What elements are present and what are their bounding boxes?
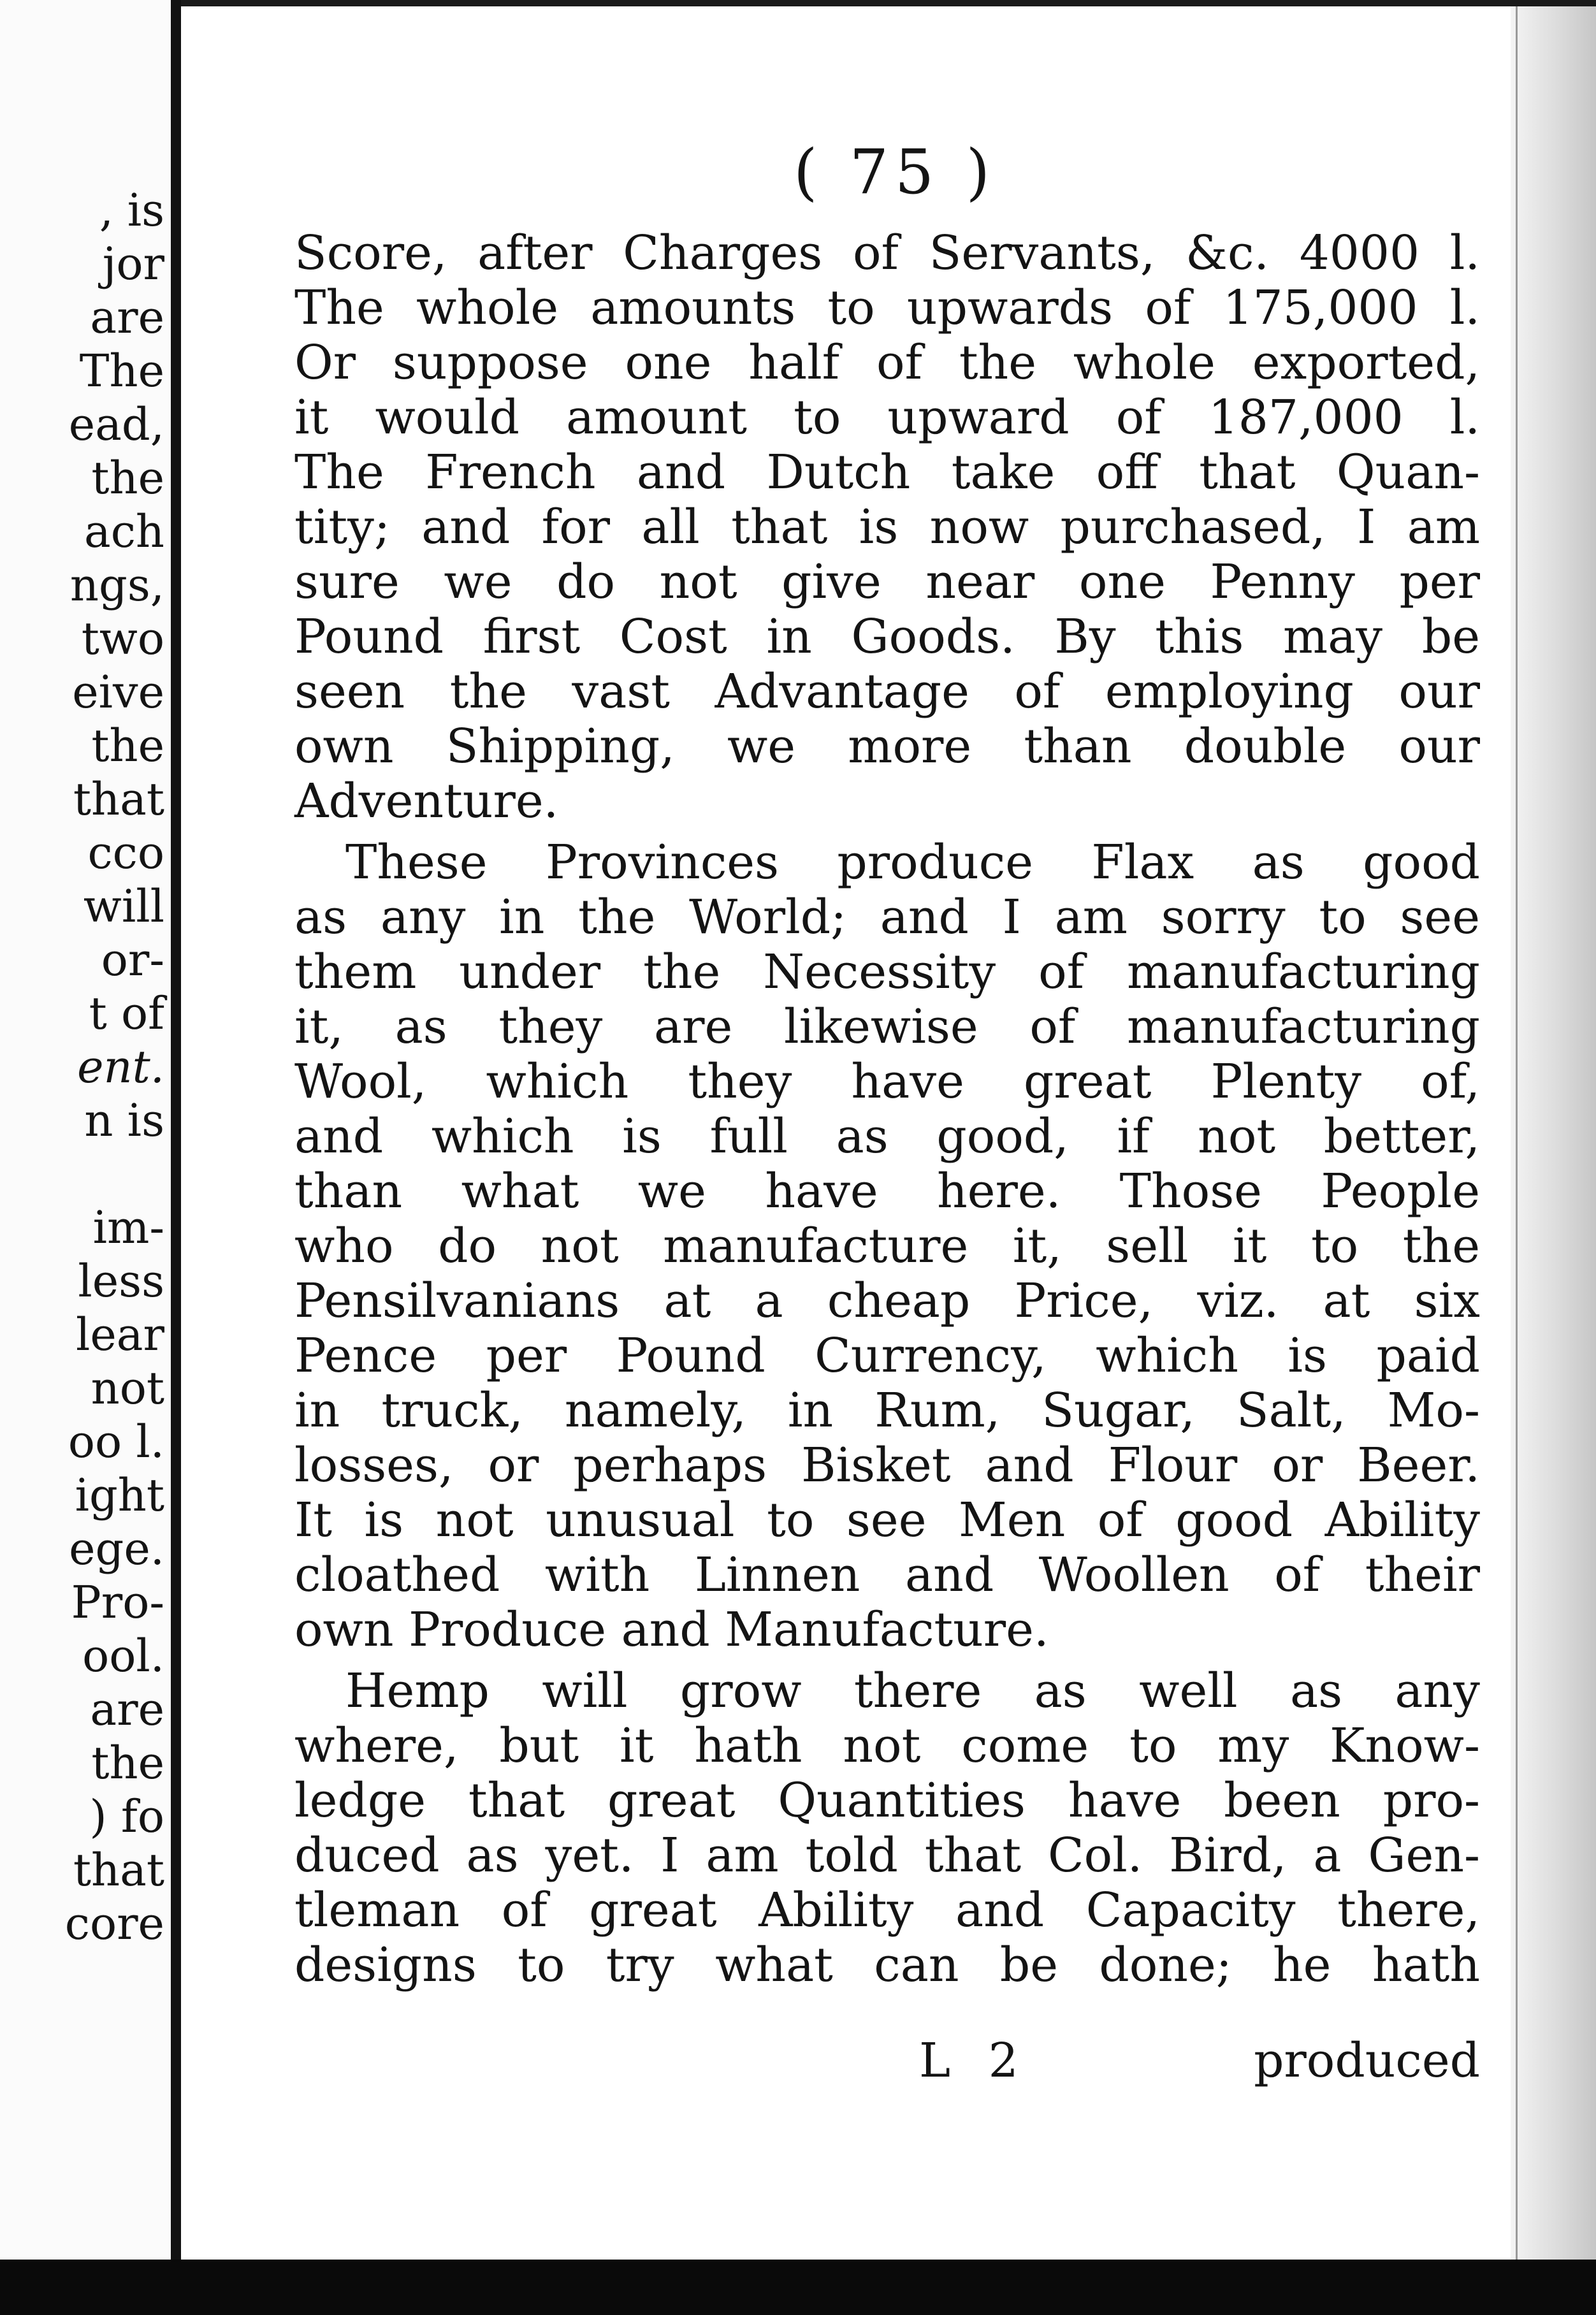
text-line: Pound first Cost in Goods. By this may be [294,609,1480,664]
facing-page-line: the [91,720,164,772]
text-line: it would amount to upward of 187,000 l. [294,390,1480,445]
facing-page-line: ent. [77,1041,164,1093]
facing-page-line: two [81,613,164,665]
facing-page-line: ach [83,505,164,558]
facing-page-line: that [73,773,164,825]
text-line: who do not manufacture it, sell it to the [294,1219,1480,1274]
text-line: tleman of great Ability and Capacity there, [294,1883,1480,1938]
facing-page-line: that [73,1844,164,1896]
text-line: in truck, namely, in Rum, Sugar, Salt, Mo- [294,1383,1480,1438]
facing-page-line: will [83,880,164,933]
facing-page-line: The [79,345,164,397]
facing-page-line: or- [101,934,164,986]
paragraph-first-line: Hemp will grow there as well as any [345,1664,1480,1718]
text-line: where, but it hath not come to my Know- [294,1718,1480,1773]
facing-page-line: not [91,1362,164,1414]
facing-page-line: ead, [68,398,164,451]
text-line: designs to try what can be done; he hath [294,1938,1480,1992]
facing-page-line: cco [87,827,164,879]
text-line: own Shipping, we more than double our [294,719,1480,774]
signature-mark: L 2 [919,2033,1030,2088]
facing-page-line: ege. [69,1523,164,1575]
text-line: seen the vast Advantage of employing our [294,664,1480,719]
text-line: cloathed with Linnen and Woollen of their [294,1548,1480,1602]
text-line: tity; and for all that is now purchased, I am [294,500,1480,555]
facing-page-line: are [90,291,164,344]
paragraph-first-line: These Provinces produce Flax as good [345,835,1480,890]
scan-top-edge [0,0,1596,6]
facing-page-fragment [0,0,171,2260]
facing-page-line: eive [72,666,164,718]
scan-bottom-edge [0,2260,1596,2315]
facing-page-line: ool. [82,1630,164,1682]
text-line: duced as yet. I am told that Col. Bird, a Gen- [294,1828,1480,1883]
text-line: Pence per Pound Currency, which is paid [294,1328,1480,1383]
facing-page-line: core [64,1898,164,1950]
text-line: them under the Necessity of manufacturing [294,945,1480,999]
catchword: produced [1254,2033,1480,2088]
text-line: it, as they are likewise of manufacturing [294,999,1480,1054]
text-line: ledge that great Quantities have been pro- [294,1773,1480,1828]
facing-page-line: are [90,1683,164,1736]
facing-page-line: oo l. [68,1416,164,1468]
facing-page-line: im- [92,1201,164,1254]
text-line: losses, or perhaps Bisket and Flour or Beer. [294,1438,1480,1493]
text-line: The whole amounts to upwards of 175,000 l. [294,280,1480,335]
facing-page-line: ngs, [69,559,164,611]
facing-page-line: ‚ is [99,184,164,236]
page-footer [294,2033,1480,2091]
facing-page-line: n is [84,1094,164,1147]
facing-page-line: ) fo [89,1790,164,1843]
binding-gutter [171,0,181,2260]
facing-page-line: the [91,452,164,504]
book-page [181,6,1511,2260]
facing-page-line: Pro- [71,1576,164,1629]
page-number: ( 75 ) [793,136,997,208]
facing-page-line: t of [89,987,164,1040]
text-line: than what we have here. Those People [294,1164,1480,1219]
text-line: Wool, which they have great Plenty of, [294,1054,1480,1109]
text-line: and which is full as good, if not better, [294,1109,1480,1164]
facing-page-line: jor [102,238,164,290]
text-line: Pensilvanians at a cheap Price, viz. at six [294,1274,1480,1328]
text-line: sure we do not give near one Penny per [294,555,1480,609]
facing-page-line: lear [75,1309,164,1361]
page-fore-edge [1511,6,1596,2260]
text-line: The French and Dutch take off that Quan- [294,445,1480,500]
facing-page-line: less [78,1255,164,1307]
text-line: as any in the World; and I am sorry to see [294,890,1480,945]
text-line: Adventure. [294,774,559,829]
text-line: Score, after Charges of Servants, &c. 4000 l. [294,226,1480,280]
text-line: own Produce and Manufacture. [294,1602,1049,1657]
facing-page-line: the [91,1737,164,1789]
facing-page-line: ight [75,1469,164,1521]
text-line: Or suppose one half of the whole exported, [294,335,1480,390]
text-line: It is not unusual to see Men of good Ability [294,1493,1480,1548]
